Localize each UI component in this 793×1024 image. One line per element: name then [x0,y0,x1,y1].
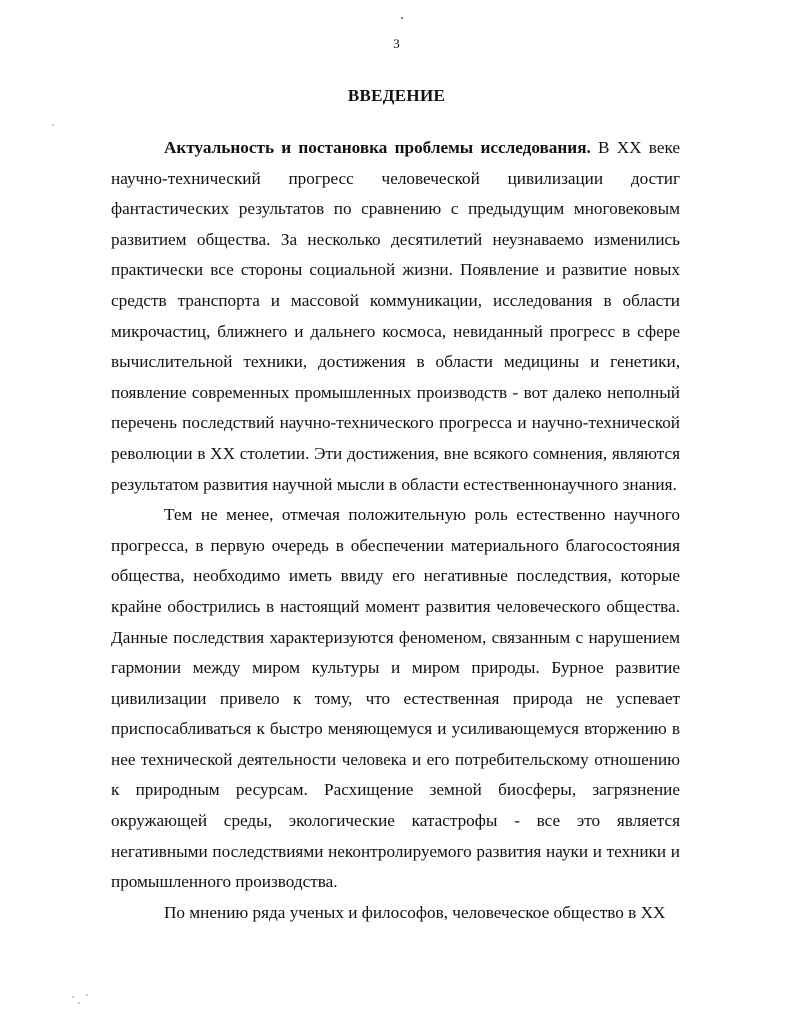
section-heading: ВВЕДЕНИЕ [347,86,446,105]
scan-speck [78,1002,80,1004]
paragraph-opinion [111,898,680,929]
paragraph-consequences [111,500,680,898]
paragraph-text: В XX веке научно-технический прогресс человеческой цивилизации достиг фантастических результатов по сравнению с предыдущим многовековым развитием общества. За несколько десятилетий неузнаваемо изменились практически все стороны социальной жизни. Появление и развитие новых средств транспорта и массовой коммуникации, исследования в области микрочастиц, ближнего и дальнего космоса, невиданный прогресс в сфере вычислительной техники, достижения в области медицины и генетики, появление современных промышленных производств - вот далеко неполный перечень последствий научно-технического прогресса и научно-технической революции в XX столетии. Эти достижения, вне всякого сомнения, являются результатом развития научной мысли в области естественнонаучного знания. [111,138,681,494]
scan-speck [72,996,74,998]
paragraph-relevance [111,133,680,500]
paragraph-lead: Актуальность и постановка проблемы исследования. [164,138,591,157]
paragraph-text: По мнению ряда ученых и философов, человеческое общество в XX [164,902,666,922]
scan-speck [86,994,88,996]
scan-speck [401,17,403,19]
paragraph-text: Тем не менее, отмечая положительную роль естественно научного прогресса, в первую очередь в обеспечении материального благосостояния общества, необходимо иметь ввиду его негативные последствия, которые крайне обострились в настоящий момент развития человеческого общества. Данные последствия характеризуются феноменом, связанным с нарушением гармонии между миром культуры и миром природы. Бурное развитие цивилизации привело к тому, что естественная природа не успевает приспосабливаться к быстро меняющемуся и усиливающемуся вторжению в нее технической деятельности человека и его потребительскому отношению к природным ресурсам. Расхищение земной биосферы, загрязнение окружающей среды, экологические катастрофы - все это является негативными последствиями неконтролируемого развития науки и техники и промышленного производства. [111,505,680,892]
page-number: 3 [393,36,400,51]
body-text [111,133,680,928]
scan-speck [52,124,54,126]
